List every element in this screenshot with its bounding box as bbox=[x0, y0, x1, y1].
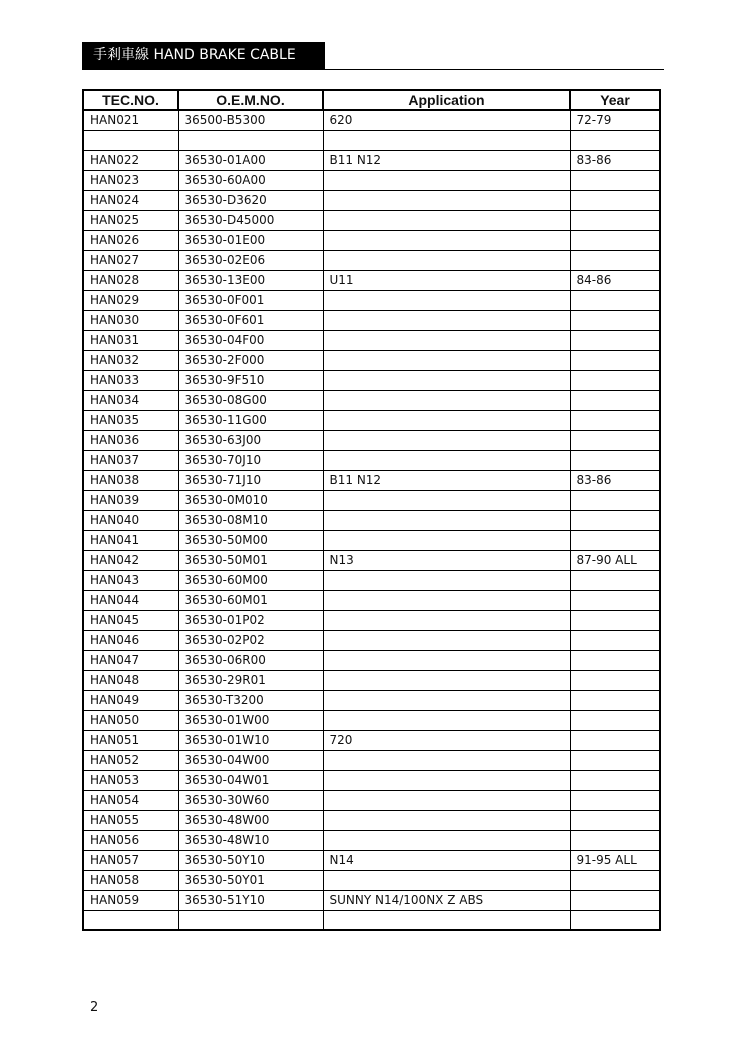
application-cell bbox=[323, 570, 570, 590]
table-row bbox=[83, 890, 660, 910]
table-row bbox=[83, 850, 660, 870]
application-cell: N14 bbox=[323, 850, 570, 870]
tec-no-cell: HAN032 bbox=[83, 350, 178, 370]
year-cell bbox=[570, 750, 660, 770]
application-cell bbox=[323, 350, 570, 370]
tec-no-cell: HAN054 bbox=[83, 790, 178, 810]
year-cell bbox=[570, 450, 660, 470]
parts-table bbox=[82, 89, 661, 931]
table-row bbox=[83, 610, 660, 630]
oem-no-cell: 36530-48W10 bbox=[178, 830, 323, 850]
year-cell bbox=[570, 570, 660, 590]
application-cell bbox=[323, 390, 570, 410]
year-cell bbox=[570, 210, 660, 230]
application-cell bbox=[323, 670, 570, 690]
tec-no-cell: HAN031 bbox=[83, 330, 178, 350]
page-number: 2 bbox=[90, 1000, 99, 1015]
year-cell bbox=[570, 310, 660, 330]
tec-no-cell: HAN045 bbox=[83, 610, 178, 630]
table-row bbox=[83, 630, 660, 650]
application-cell bbox=[323, 630, 570, 650]
oem-no-cell: 36530-T3200 bbox=[178, 690, 323, 710]
year-cell bbox=[570, 250, 660, 270]
application-cell bbox=[323, 770, 570, 790]
tec-no-cell bbox=[83, 130, 178, 150]
tec-no-cell: HAN041 bbox=[83, 530, 178, 550]
table-header-row bbox=[83, 90, 660, 110]
application-cell bbox=[323, 310, 570, 330]
oem-no-cell: 36530-08M10 bbox=[178, 510, 323, 530]
application-cell bbox=[323, 510, 570, 530]
year-cell bbox=[570, 130, 660, 150]
tec-no-cell: HAN034 bbox=[83, 390, 178, 410]
application-cell bbox=[323, 190, 570, 210]
tec-no-cell: HAN058 bbox=[83, 870, 178, 890]
column-header-oem-no: O.E.M.NO. bbox=[178, 90, 323, 110]
application-cell bbox=[323, 250, 570, 270]
application-cell bbox=[323, 870, 570, 890]
application-cell bbox=[323, 230, 570, 250]
table-row bbox=[83, 290, 660, 310]
oem-no-cell: 36500-B5300 bbox=[178, 110, 323, 130]
tec-no-cell: HAN021 bbox=[83, 110, 178, 130]
application-cell bbox=[323, 790, 570, 810]
table-row bbox=[83, 270, 660, 290]
table-row bbox=[83, 650, 660, 670]
table-row bbox=[83, 430, 660, 450]
application-cell bbox=[323, 690, 570, 710]
tec-no-cell: HAN051 bbox=[83, 730, 178, 750]
application-cell bbox=[323, 130, 570, 150]
oem-no-cell: 36530-63J00 bbox=[178, 430, 323, 450]
application-cell bbox=[323, 370, 570, 390]
oem-no-cell: 36530-50M01 bbox=[178, 550, 323, 570]
application-cell bbox=[323, 330, 570, 350]
table-row bbox=[83, 790, 660, 810]
oem-no-cell: 36530-60A00 bbox=[178, 170, 323, 190]
table-row bbox=[83, 330, 660, 350]
title-rule bbox=[82, 69, 664, 70]
table-row bbox=[83, 910, 660, 930]
application-cell: 620 bbox=[323, 110, 570, 130]
year-cell: 83-86 bbox=[570, 150, 660, 170]
application-cell bbox=[323, 590, 570, 610]
column-header-year: Year bbox=[570, 90, 660, 110]
oem-no-cell: 36530-13E00 bbox=[178, 270, 323, 290]
tec-no-cell: HAN052 bbox=[83, 750, 178, 770]
tec-no-cell: HAN028 bbox=[83, 270, 178, 290]
application-cell bbox=[323, 710, 570, 730]
table-row bbox=[83, 310, 660, 330]
oem-no-cell: 36530-48W00 bbox=[178, 810, 323, 830]
section-title: 手剎車線 HAND BRAKE CABLE bbox=[82, 42, 325, 69]
table-row bbox=[83, 770, 660, 790]
year-cell: 91-95 ALL bbox=[570, 850, 660, 870]
tec-no-cell: HAN044 bbox=[83, 590, 178, 610]
application-cell bbox=[323, 410, 570, 430]
table-row bbox=[83, 170, 660, 190]
tec-no-cell: HAN053 bbox=[83, 770, 178, 790]
oem-no-cell: 36530-50M00 bbox=[178, 530, 323, 550]
oem-no-cell: 36530-04F00 bbox=[178, 330, 323, 350]
table-row bbox=[83, 570, 660, 590]
table-row bbox=[83, 470, 660, 490]
tec-no-cell: HAN056 bbox=[83, 830, 178, 850]
table-row bbox=[83, 350, 660, 370]
application-cell: SUNNY N14/100NX Z ABS bbox=[323, 890, 570, 910]
year-cell bbox=[570, 610, 660, 630]
oem-no-cell: 36530-60M01 bbox=[178, 590, 323, 610]
year-cell bbox=[570, 890, 660, 910]
oem-no-cell: 36530-01W00 bbox=[178, 710, 323, 730]
tec-no-cell: HAN057 bbox=[83, 850, 178, 870]
tec-no-cell: HAN035 bbox=[83, 410, 178, 430]
oem-no-cell: 36530-02E06 bbox=[178, 250, 323, 270]
tec-no-cell: HAN043 bbox=[83, 570, 178, 590]
year-cell bbox=[570, 510, 660, 530]
oem-no-cell: 36530-06R00 bbox=[178, 650, 323, 670]
tec-no-cell: HAN050 bbox=[83, 710, 178, 730]
oem-no-cell: 36530-01W10 bbox=[178, 730, 323, 750]
year-cell bbox=[570, 170, 660, 190]
oem-no-cell: 36530-01E00 bbox=[178, 230, 323, 250]
table-row bbox=[83, 590, 660, 610]
application-cell bbox=[323, 910, 570, 930]
table-row bbox=[83, 210, 660, 230]
table-row bbox=[83, 130, 660, 150]
year-cell bbox=[570, 490, 660, 510]
year-cell bbox=[570, 830, 660, 850]
column-header-application: Application bbox=[323, 90, 570, 110]
year-cell bbox=[570, 590, 660, 610]
table-row bbox=[83, 250, 660, 270]
year-cell bbox=[570, 810, 660, 830]
oem-no-cell: 36530-50Y01 bbox=[178, 870, 323, 890]
application-cell bbox=[323, 750, 570, 770]
year-cell bbox=[570, 770, 660, 790]
table-row bbox=[83, 750, 660, 770]
oem-no-cell: 36530-70J10 bbox=[178, 450, 323, 470]
year-cell bbox=[570, 290, 660, 310]
table-row bbox=[83, 190, 660, 210]
oem-no-cell: 36530-51Y10 bbox=[178, 890, 323, 910]
year-cell bbox=[570, 410, 660, 430]
tec-no-cell: HAN029 bbox=[83, 290, 178, 310]
tec-no-cell bbox=[83, 910, 178, 930]
year-cell bbox=[570, 190, 660, 210]
application-cell bbox=[323, 450, 570, 470]
year-cell bbox=[570, 630, 660, 650]
application-cell: U11 bbox=[323, 270, 570, 290]
tec-no-cell: HAN025 bbox=[83, 210, 178, 230]
application-cell bbox=[323, 490, 570, 510]
table-row bbox=[83, 810, 660, 830]
tec-no-cell: HAN042 bbox=[83, 550, 178, 570]
tec-no-cell: HAN046 bbox=[83, 630, 178, 650]
application-cell: B11 N12 bbox=[323, 470, 570, 490]
table-row bbox=[83, 150, 660, 170]
table-row bbox=[83, 710, 660, 730]
tec-no-cell: HAN037 bbox=[83, 450, 178, 470]
table-row bbox=[83, 510, 660, 530]
application-cell: N13 bbox=[323, 550, 570, 570]
application-cell bbox=[323, 530, 570, 550]
oem-no-cell bbox=[178, 130, 323, 150]
table-row bbox=[83, 670, 660, 690]
tec-no-cell: HAN030 bbox=[83, 310, 178, 330]
year-cell: 83-86 bbox=[570, 470, 660, 490]
tec-no-cell: HAN047 bbox=[83, 650, 178, 670]
table-row bbox=[83, 390, 660, 410]
oem-no-cell: 36530-29R01 bbox=[178, 670, 323, 690]
application-cell bbox=[323, 290, 570, 310]
table-row bbox=[83, 490, 660, 510]
oem-no-cell: 36530-0M010 bbox=[178, 490, 323, 510]
tec-no-cell: HAN033 bbox=[83, 370, 178, 390]
tec-no-cell: HAN038 bbox=[83, 470, 178, 490]
year-cell: 87-90 ALL bbox=[570, 550, 660, 570]
oem-no-cell: 36530-71J10 bbox=[178, 470, 323, 490]
year-cell bbox=[570, 650, 660, 670]
table-row bbox=[83, 550, 660, 570]
column-header-tec-no: TEC.NO. bbox=[83, 90, 178, 110]
oem-no-cell: 36530-2F000 bbox=[178, 350, 323, 370]
tec-no-cell: HAN036 bbox=[83, 430, 178, 450]
year-cell bbox=[570, 530, 660, 550]
table-row bbox=[83, 830, 660, 850]
table-body bbox=[83, 110, 660, 930]
year-cell bbox=[570, 370, 660, 390]
year-cell: 84-86 bbox=[570, 270, 660, 290]
table-row bbox=[83, 730, 660, 750]
tec-no-cell: HAN026 bbox=[83, 230, 178, 250]
application-cell bbox=[323, 430, 570, 450]
oem-no-cell: 36530-30W60 bbox=[178, 790, 323, 810]
table-row bbox=[83, 690, 660, 710]
table-row bbox=[83, 870, 660, 890]
table-row bbox=[83, 370, 660, 390]
tec-no-cell: HAN055 bbox=[83, 810, 178, 830]
year-cell bbox=[570, 330, 660, 350]
year-cell bbox=[570, 710, 660, 730]
tec-no-cell: HAN048 bbox=[83, 670, 178, 690]
year-cell bbox=[570, 350, 660, 370]
tec-no-cell: HAN040 bbox=[83, 510, 178, 530]
table-row bbox=[83, 450, 660, 470]
application-cell bbox=[323, 650, 570, 670]
oem-no-cell: 36530-50Y10 bbox=[178, 850, 323, 870]
year-cell bbox=[570, 690, 660, 710]
oem-no-cell: 36530-04W00 bbox=[178, 750, 323, 770]
oem-no-cell: 36530-D45000 bbox=[178, 210, 323, 230]
tec-no-cell: HAN022 bbox=[83, 150, 178, 170]
oem-no-cell: 36530-08G00 bbox=[178, 390, 323, 410]
tec-no-cell: HAN039 bbox=[83, 490, 178, 510]
application-cell: B11 N12 bbox=[323, 150, 570, 170]
oem-no-cell: 36530-02P02 bbox=[178, 630, 323, 650]
oem-no-cell: 36530-01A00 bbox=[178, 150, 323, 170]
application-cell: 720 bbox=[323, 730, 570, 750]
year-cell bbox=[570, 230, 660, 250]
tec-no-cell: HAN023 bbox=[83, 170, 178, 190]
application-cell bbox=[323, 170, 570, 190]
tec-no-cell: HAN059 bbox=[83, 890, 178, 910]
table-row bbox=[83, 530, 660, 550]
oem-no-cell: 36530-0F601 bbox=[178, 310, 323, 330]
oem-no-cell: 36530-9F510 bbox=[178, 370, 323, 390]
application-cell bbox=[323, 210, 570, 230]
oem-no-cell: 36530-01P02 bbox=[178, 610, 323, 630]
application-cell bbox=[323, 610, 570, 630]
application-cell bbox=[323, 810, 570, 830]
application-cell bbox=[323, 830, 570, 850]
tec-no-cell: HAN027 bbox=[83, 250, 178, 270]
oem-no-cell: 36530-60M00 bbox=[178, 570, 323, 590]
table-row bbox=[83, 230, 660, 250]
year-cell bbox=[570, 790, 660, 810]
oem-no-cell: 36530-0F001 bbox=[178, 290, 323, 310]
year-cell bbox=[570, 730, 660, 750]
year-cell bbox=[570, 910, 660, 930]
year-cell bbox=[570, 670, 660, 690]
year-cell bbox=[570, 390, 660, 410]
oem-no-cell: 36530-11G00 bbox=[178, 410, 323, 430]
table-row bbox=[83, 410, 660, 430]
year-cell bbox=[570, 870, 660, 890]
year-cell bbox=[570, 430, 660, 450]
oem-no-cell bbox=[178, 910, 323, 930]
oem-no-cell: 36530-D3620 bbox=[178, 190, 323, 210]
year-cell: 72-79 bbox=[570, 110, 660, 130]
tec-no-cell: HAN024 bbox=[83, 190, 178, 210]
table-row bbox=[83, 110, 660, 130]
tec-no-cell: HAN049 bbox=[83, 690, 178, 710]
oem-no-cell: 36530-04W01 bbox=[178, 770, 323, 790]
